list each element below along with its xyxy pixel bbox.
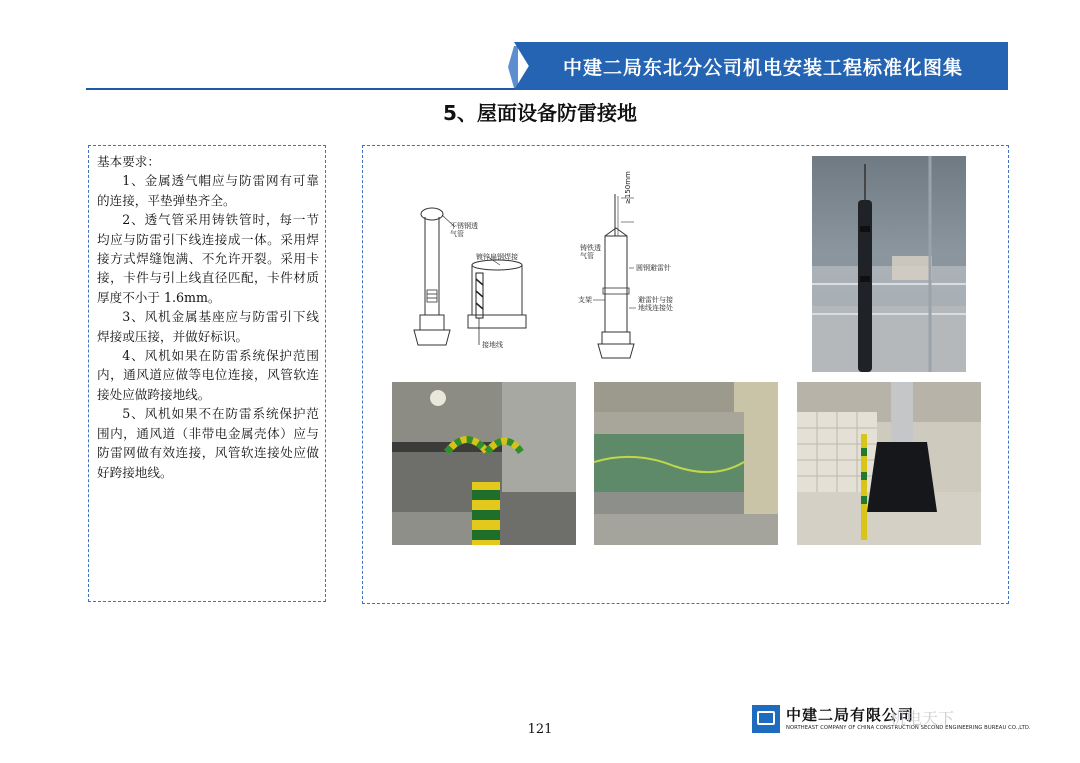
requirements-lead: 基本要求： xyxy=(97,154,160,169)
requirement-item-3: 3、风机金属基座应与防雷引下线焊接或压接，并做好标识。 xyxy=(97,309,319,344)
photo-fan-soft-connection xyxy=(594,382,778,545)
requirement-item-5: 5、风机如果不在防雷系统保护范围内，通风道（非带电金属壳体）应与防雷网做有效连接，风管软连接处应做好跨接地线。 xyxy=(97,406,319,480)
label-castiron-pipe: 铸铁透气管 xyxy=(580,244,601,260)
label-support: 支架 xyxy=(578,296,592,304)
requirement-item-2: 2、透气管采用铸铁管时，每一节均应与防雷引下线连接成一体。采用焊接方式焊缝饱满、不允许开裂。采用卡接，卡件与引上线直径匹配，卡件材质厚度不小于 1.6mm。 xyxy=(97,212,319,305)
page-number: 121 xyxy=(527,722,553,737)
photo-vent-pipe-base xyxy=(797,382,981,545)
label-ground-wire: 接地线 xyxy=(482,341,503,349)
label-galvanized-band: 镀锌扁钢焊接 xyxy=(476,253,518,261)
photo-lightning-rod xyxy=(812,156,966,372)
requirements-box xyxy=(88,145,326,602)
drawing-stainless-vent xyxy=(400,195,540,355)
company-name-en: NORTHEAST COMPANY OF CHINA CONSTRUCTION SECOND ENGINEERING BUREAU CO.,LTD. xyxy=(786,725,1031,731)
company-name-cn: 中建二局有限公司 xyxy=(786,706,915,724)
watermark: 机电天下 xyxy=(890,709,955,728)
label-steel-rod: 圆钢避雷针 xyxy=(636,264,671,272)
page-title: 5、屋面设备防雷接地 xyxy=(443,101,637,125)
label-dimension: ≥150mm xyxy=(624,171,632,204)
drawing-castiron-vent xyxy=(568,171,710,368)
header-tab-accent xyxy=(508,46,518,88)
requirement-item-4: 4、风机如果在防雷系统保护范围内，通风道应做等电位连接，风管软连接处应做跨接地线。 xyxy=(97,348,319,402)
label-connection: 避雷针与接地线连接处 xyxy=(638,296,673,312)
header-title: 中建二局东北分公司机电安装工程标准化图集 xyxy=(562,57,963,79)
company-logo xyxy=(752,705,780,733)
label-stainless-pipe: 不锈钢透气管 xyxy=(450,222,478,238)
requirement-item-1: 1、金属透气帽应与防雷网有可靠的连接，平垫弹垫齐全。 xyxy=(97,173,319,208)
photo-fan-base-grounding xyxy=(392,382,576,545)
